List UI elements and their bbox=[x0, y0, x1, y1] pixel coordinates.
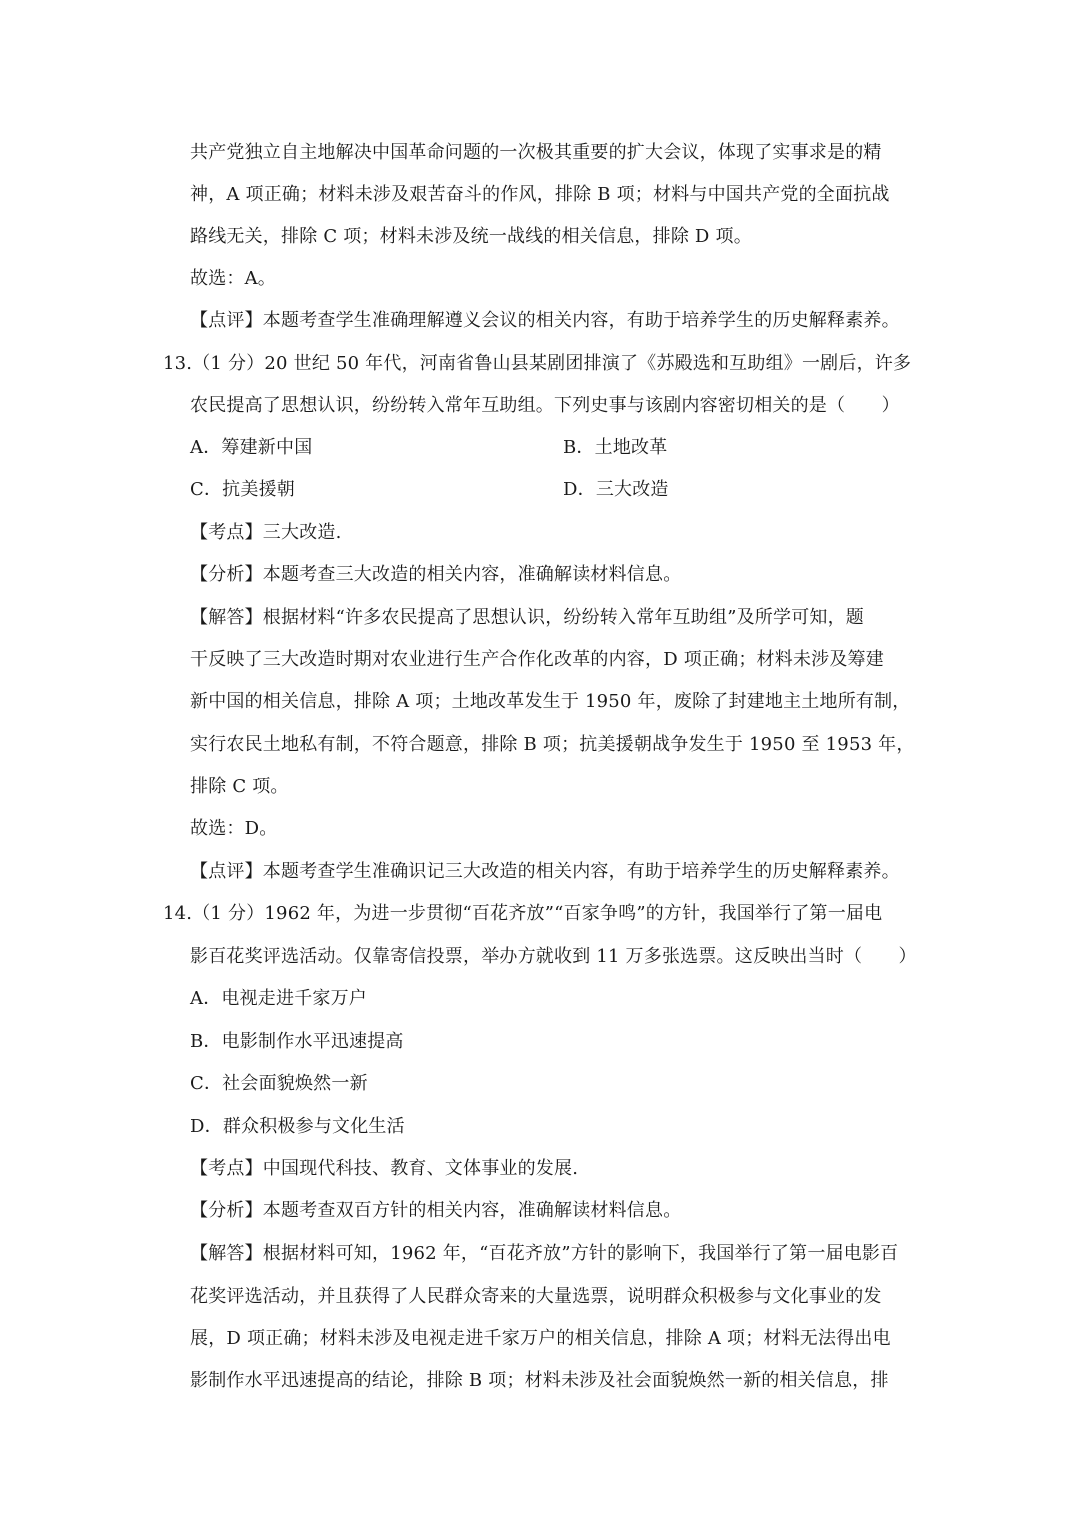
answer-line: 路线无关，排除 C 项；材料未涉及统一战线的相关信息，排除 D 项。 bbox=[190, 226, 752, 247]
fenxi-line: 【分析】本题考查三大改造的相关内容，准确解读材料信息。 bbox=[190, 564, 682, 585]
jieda-line: 展，D 项正确；材料未涉及电视走进千家万户的相关信息，排除 A 项；材料无法得出电 bbox=[190, 1328, 891, 1349]
jieda-line: 【解答】根据材料可知，1962 年，“百花齐放”方针的影响下，我国举行了第一届电影百 bbox=[190, 1243, 899, 1264]
option-c: C．社会面貌焕然一新 bbox=[190, 1073, 368, 1094]
jieda-line: 影制作水平迅速提高的结论，排除 B 项；材料未涉及社会面貌焕然一新的相关信息，排 bbox=[190, 1370, 889, 1391]
option-d: D．群众积极参与文化生活 bbox=[190, 1116, 405, 1137]
answer-line: 共产党独立自主地解决中国革命问题的一次极其重要的扩大会议，体现了实事求是的精 bbox=[190, 142, 882, 163]
option-c: C．抗美援朝 bbox=[190, 479, 295, 500]
answer-line: 神，A 项正确；材料未涉及艰苦奋斗的作风，排除 B 项；材料与中国共产党的全面抗战 bbox=[190, 184, 890, 205]
kaodian-line: 【考点】三大改造. bbox=[190, 522, 342, 543]
jieda-line: 干反映了三大改造时期对农业进行生产合作化改革的内容，D 项正确；材料未涉及筹建 bbox=[190, 649, 884, 670]
jieda-line: 新中国的相关信息，排除 A 项；土地改革发生于 1950 年，废除了封建地主土地所有制， bbox=[190, 691, 911, 712]
option-d: D．三大改造 bbox=[563, 479, 669, 500]
comment-line: 【点评】本题考查学生准确理解遵义会议的相关内容，有助于培养学生的历史解释素养。 bbox=[190, 310, 900, 331]
option-a: A．筹建新中国 bbox=[190, 437, 313, 458]
question-stem: 13.（1 分）20 世纪 50 年代，河南省鲁山县某剧团排演了《苏殿选和互助组》一剧后，许多 bbox=[163, 353, 912, 374]
jieda-line: 【解答】根据材料“许多农民提高了思想认识，纷纷转入常年互助组”及所学可知，题 bbox=[190, 607, 865, 628]
jieda-line: 排除 C 项。 bbox=[190, 776, 289, 797]
option-b: B．电影制作水平迅速提高 bbox=[190, 1031, 404, 1052]
choice-line: 故选：A。 bbox=[190, 268, 276, 289]
question-stem: 影百花奖评选活动。仅靠寄信投票，举办方就收到 11 万多张选票。这反映出当时（ ） bbox=[190, 946, 917, 967]
choice-line: 故选：D。 bbox=[190, 818, 278, 839]
comment-line: 【点评】本题考查学生准确识记三大改造的相关内容，有助于培养学生的历史解释素养。 bbox=[190, 861, 900, 882]
jieda-line: 花奖评选活动，并且获得了人民群众寄来的大量选票，说明群众积极参与文化事业的发 bbox=[190, 1286, 882, 1307]
question-stem: 农民提高了思想认识，纷纷转入常年互助组。下列史事与该剧内容密切相关的是（ ） bbox=[190, 395, 900, 416]
question-stem: 14.（1 分）1962 年，为进一步贯彻“百花齐放”“百家争鸣”的方针，我国举行了第一届电 bbox=[163, 903, 883, 924]
jieda-line: 实行农民土地私有制，不符合题意，排除 B 项；抗美援朝战争发生于 1950 至 1953 年， bbox=[190, 734, 915, 755]
option-a: A．电视走进千家万户 bbox=[190, 988, 367, 1009]
fenxi-line: 【分析】本题考查双百方针的相关内容，准确解读材料信息。 bbox=[190, 1200, 682, 1221]
kaodian-line: 【考点】中国现代科技、教育、文体事业的发展. bbox=[190, 1158, 579, 1179]
option-b: B．土地改革 bbox=[563, 437, 668, 458]
